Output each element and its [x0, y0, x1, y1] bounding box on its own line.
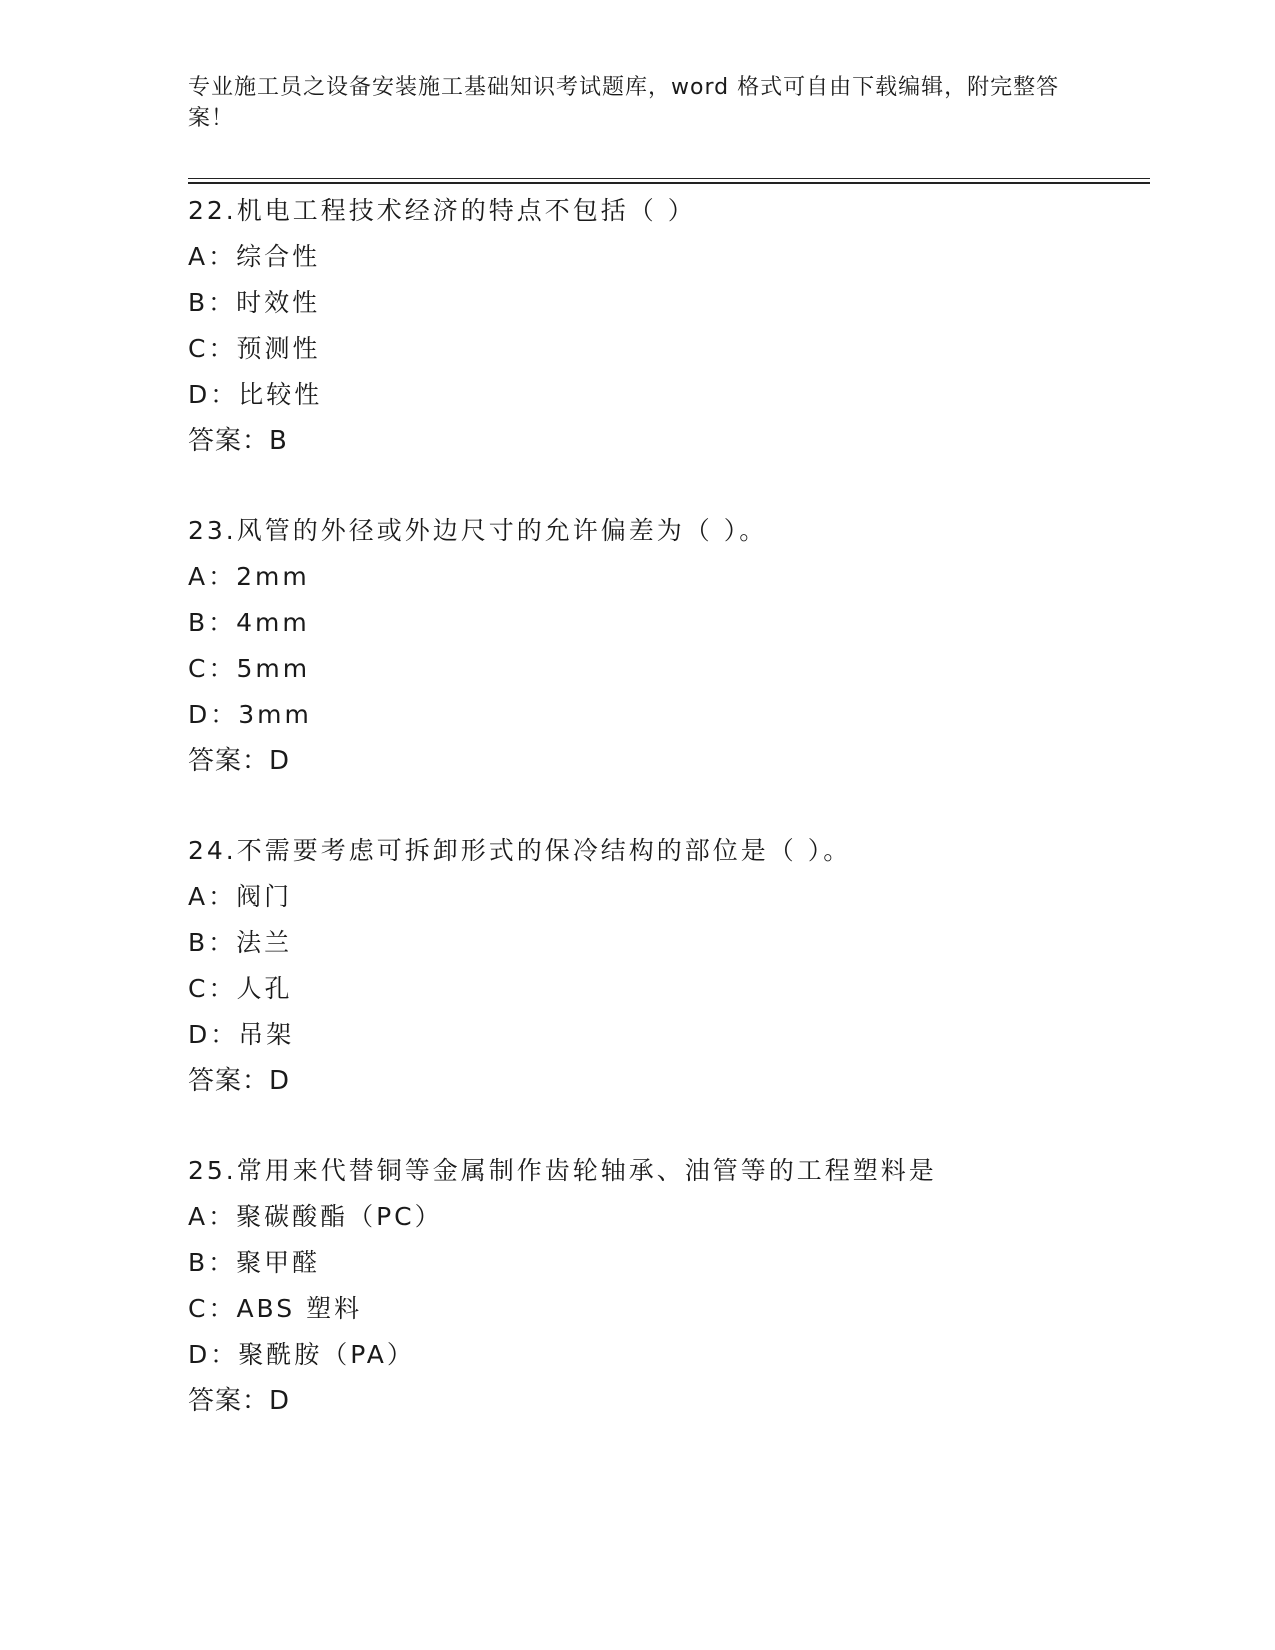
- option-d: D：聚酰胺（PA）: [188, 1340, 415, 1369]
- question-title: 23.风管的外径或外边尺寸的允许偏差为（ ）。: [188, 516, 768, 545]
- option-b: B：聚甲醛: [188, 1248, 321, 1277]
- option-a: A：综合性: [188, 242, 321, 271]
- option-b: B：4mm: [188, 608, 310, 637]
- option-c: C：人孔: [188, 974, 293, 1003]
- answer: 答案：D: [188, 1386, 291, 1416]
- option-c: C：5mm: [188, 654, 311, 683]
- option-c: C：ABS 塑料: [188, 1294, 363, 1323]
- question-title: 22.机电工程技术经济的特点不包括（ ）: [188, 196, 696, 225]
- option-a: A：2mm: [188, 562, 310, 591]
- question-title: 24.不需要考虑可拆卸形式的保冷结构的部位是（ ）。: [188, 836, 852, 865]
- option-a: A：阀门: [188, 882, 293, 911]
- question-24: [188, 828, 1148, 1104]
- option-d: D：3mm: [188, 700, 312, 729]
- option-b: B：时效性: [188, 288, 321, 317]
- option-d: D：吊架: [188, 1020, 295, 1049]
- question-22: [188, 188, 1148, 464]
- option-a: A：聚碳酸酯（PC）: [188, 1202, 443, 1231]
- question-title: 25.常用来代替铜等金属制作齿轮轴承、油管等的工程塑料是: [188, 1156, 937, 1185]
- answer: 答案：D: [188, 1066, 291, 1096]
- question-25: [188, 1148, 1148, 1424]
- header-divider-top: [188, 178, 1150, 179]
- question-23: [188, 508, 1148, 784]
- header-divider-bottom: [188, 182, 1150, 184]
- option-c: C：预测性: [188, 334, 321, 363]
- answer: 答案：B: [188, 426, 288, 456]
- answer: 答案：D: [188, 746, 291, 776]
- option-b: B：法兰: [188, 928, 293, 957]
- document-header: 专业施工员之设备安装施工基础知识考试题库，word 格式可自由下载编辑，附完整答案！: [188, 75, 1060, 131]
- option-d: D：比较性: [188, 380, 323, 409]
